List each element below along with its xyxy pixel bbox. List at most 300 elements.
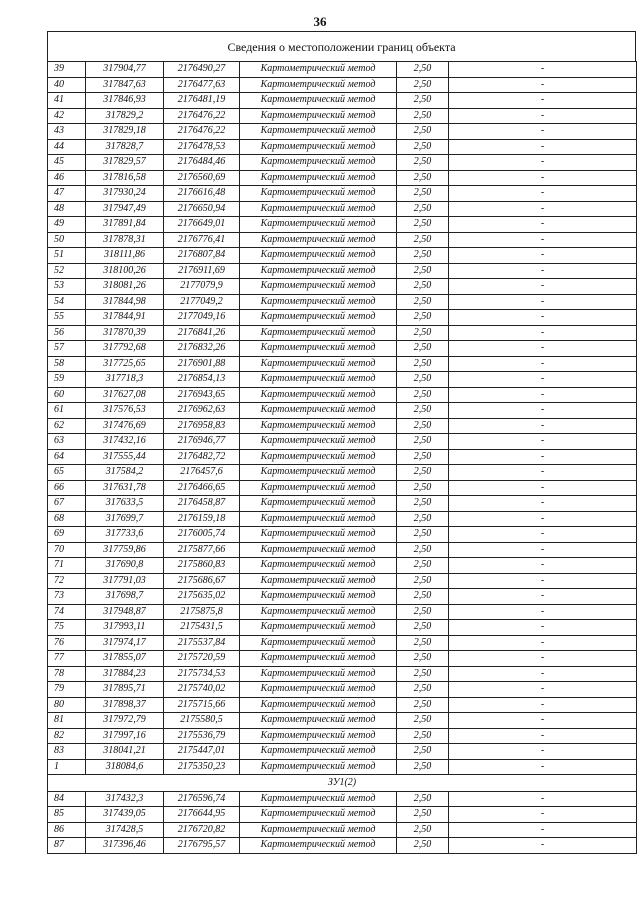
y-coordinate-cell: 2176841,26 — [164, 325, 240, 341]
accuracy-cell: 2,50 — [397, 527, 449, 543]
accuracy-cell: 2,50 — [397, 558, 449, 574]
point-number-cell: 75 — [48, 620, 86, 636]
y-coordinate-cell: 2176911,69 — [164, 263, 240, 279]
point-number-cell: 81 — [48, 713, 86, 729]
method-cell: Картометрический метод — [240, 822, 397, 838]
accuracy-cell: 2,50 — [397, 372, 449, 388]
table-row — [48, 186, 637, 202]
x-coordinate-cell: 317855,07 — [86, 651, 164, 667]
description-cell: - — [449, 728, 637, 744]
x-coordinate-cell: 317828,7 — [86, 139, 164, 155]
description-cell: - — [449, 372, 637, 388]
point-number-cell: 84 — [48, 791, 86, 807]
description-cell: - — [449, 263, 637, 279]
x-coordinate-cell: 317878,31 — [86, 232, 164, 248]
y-coordinate-cell: 2176854,13 — [164, 372, 240, 388]
table-row — [48, 124, 637, 140]
accuracy-cell: 2,50 — [397, 480, 449, 496]
method-cell: Картометрический метод — [240, 480, 397, 496]
y-coordinate-cell: 2177049,2 — [164, 294, 240, 310]
description-cell: - — [449, 186, 637, 202]
description-cell: - — [449, 449, 637, 465]
accuracy-cell: 2,50 — [397, 356, 449, 372]
point-number-cell: 48 — [48, 201, 86, 217]
x-coordinate-cell: 317439,05 — [86, 807, 164, 823]
y-coordinate-cell: 2176458,87 — [164, 496, 240, 512]
point-number-cell: 65 — [48, 465, 86, 481]
accuracy-cell: 2,50 — [397, 666, 449, 682]
x-coordinate-cell: 317718,3 — [86, 372, 164, 388]
point-number-cell: 66 — [48, 480, 86, 496]
description-cell: - — [449, 387, 637, 403]
description-cell: - — [449, 403, 637, 419]
y-coordinate-cell: 2176482,72 — [164, 449, 240, 465]
table-title: Сведения о местоположении границ объекта — [47, 31, 636, 61]
y-coordinate-cell: 2176650,94 — [164, 201, 240, 217]
accuracy-cell: 2,50 — [397, 434, 449, 450]
method-cell: Картометрический метод — [240, 279, 397, 295]
x-coordinate-cell: 317884,23 — [86, 666, 164, 682]
x-coordinate-cell: 317698,7 — [86, 589, 164, 605]
y-coordinate-cell: 2176644,95 — [164, 807, 240, 823]
point-number-cell: 55 — [48, 310, 86, 326]
table-row — [48, 558, 637, 574]
x-coordinate-cell: 317972,79 — [86, 713, 164, 729]
table-row — [48, 449, 637, 465]
x-coordinate-cell: 317733,6 — [86, 527, 164, 543]
table-row — [48, 201, 637, 217]
method-cell: Картометрический метод — [240, 759, 397, 775]
point-number-cell: 85 — [48, 807, 86, 823]
x-coordinate-cell: 317576,53 — [86, 403, 164, 419]
x-coordinate-cell: 317627,08 — [86, 387, 164, 403]
description-cell: - — [449, 527, 637, 543]
description-cell: - — [449, 620, 637, 636]
y-coordinate-cell: 2176807,84 — [164, 248, 240, 264]
y-coordinate-cell: 2176477,63 — [164, 77, 240, 93]
point-number-cell: 63 — [48, 434, 86, 450]
x-coordinate-cell: 317895,71 — [86, 682, 164, 698]
accuracy-cell: 2,50 — [397, 822, 449, 838]
method-cell: Картометрический метод — [240, 170, 397, 186]
accuracy-cell: 2,50 — [397, 217, 449, 233]
table-row — [48, 356, 637, 372]
point-number-cell: 62 — [48, 418, 86, 434]
description-cell: - — [449, 838, 637, 854]
section-row — [48, 775, 637, 792]
y-coordinate-cell: 2176946,77 — [164, 434, 240, 450]
table-row — [48, 279, 637, 295]
x-coordinate-cell: 317993,11 — [86, 620, 164, 636]
description-cell: - — [449, 791, 637, 807]
method-cell: Картометрический метод — [240, 728, 397, 744]
y-coordinate-cell: 2176596,74 — [164, 791, 240, 807]
description-cell: - — [449, 651, 637, 667]
method-cell: Картометрический метод — [240, 434, 397, 450]
description-cell: - — [449, 511, 637, 527]
accuracy-cell: 2,50 — [397, 232, 449, 248]
y-coordinate-cell: 2176490,27 — [164, 62, 240, 78]
method-cell: Картометрический метод — [240, 682, 397, 698]
table-row — [48, 108, 637, 124]
accuracy-cell: 2,50 — [397, 387, 449, 403]
description-cell: - — [449, 682, 637, 698]
description-cell: - — [449, 248, 637, 264]
x-coordinate-cell: 317792,68 — [86, 341, 164, 357]
method-cell: Картометрический метод — [240, 713, 397, 729]
method-cell: Картометрический метод — [240, 372, 397, 388]
point-number-cell: 42 — [48, 108, 86, 124]
x-coordinate-cell: 317759,86 — [86, 542, 164, 558]
table-row — [48, 372, 637, 388]
table-row — [48, 139, 637, 155]
method-cell: Картометрический метод — [240, 558, 397, 574]
x-coordinate-cell: 317846,93 — [86, 93, 164, 109]
method-cell: Картометрический метод — [240, 62, 397, 78]
accuracy-cell: 2,50 — [397, 807, 449, 823]
description-cell: - — [449, 232, 637, 248]
accuracy-cell: 2,50 — [397, 713, 449, 729]
method-cell: Картометрический метод — [240, 217, 397, 233]
description-cell: - — [449, 310, 637, 326]
point-number-cell: 61 — [48, 403, 86, 419]
x-coordinate-cell: 317997,16 — [86, 728, 164, 744]
y-coordinate-cell: 2175720,59 — [164, 651, 240, 667]
y-coordinate-cell: 2176466,65 — [164, 480, 240, 496]
point-number-cell: 74 — [48, 604, 86, 620]
x-coordinate-cell: 317904,77 — [86, 62, 164, 78]
method-cell: Картометрический метод — [240, 186, 397, 202]
description-cell: - — [449, 418, 637, 434]
description-cell: - — [449, 155, 637, 171]
table-row — [48, 744, 637, 760]
accuracy-cell: 2,50 — [397, 294, 449, 310]
method-cell: Картометрический метод — [240, 651, 397, 667]
table-row — [48, 527, 637, 543]
description-cell: - — [449, 93, 637, 109]
y-coordinate-cell: 2175635,02 — [164, 589, 240, 605]
y-coordinate-cell: 2176476,22 — [164, 124, 240, 140]
y-coordinate-cell: 2175537,84 — [164, 635, 240, 651]
point-number-cell: 54 — [48, 294, 86, 310]
table-row — [48, 465, 637, 481]
method-cell: Картометрический метод — [240, 263, 397, 279]
y-coordinate-cell: 2175740,02 — [164, 682, 240, 698]
x-coordinate-cell: 317847,63 — [86, 77, 164, 93]
y-coordinate-cell: 2176560,69 — [164, 170, 240, 186]
accuracy-cell: 2,50 — [397, 496, 449, 512]
point-number-cell: 64 — [48, 449, 86, 465]
point-number-cell: 49 — [48, 217, 86, 233]
coordinates-document — [47, 31, 636, 854]
table-row — [48, 403, 637, 419]
point-number-cell: 39 — [48, 62, 86, 78]
accuracy-cell: 2,50 — [397, 449, 449, 465]
description-cell: - — [449, 62, 637, 78]
x-coordinate-cell: 318111,86 — [86, 248, 164, 264]
point-number-cell: 45 — [48, 155, 86, 171]
point-number-cell: 76 — [48, 635, 86, 651]
table-row — [48, 232, 637, 248]
y-coordinate-cell: 2176481,19 — [164, 93, 240, 109]
table-row — [48, 651, 637, 667]
x-coordinate-cell: 317947,49 — [86, 201, 164, 217]
table-row — [48, 77, 637, 93]
y-coordinate-cell: 2175734,53 — [164, 666, 240, 682]
y-coordinate-cell: 2176476,22 — [164, 108, 240, 124]
point-number-cell: 69 — [48, 527, 86, 543]
method-cell: Картометрический метод — [240, 838, 397, 854]
table-row — [48, 542, 637, 558]
description-cell: - — [449, 294, 637, 310]
method-cell: Картометрический метод — [240, 93, 397, 109]
point-number-cell: 60 — [48, 387, 86, 403]
section-label: ЗУ1(2) — [48, 775, 637, 792]
accuracy-cell: 2,50 — [397, 403, 449, 419]
x-coordinate-cell: 318084,6 — [86, 759, 164, 775]
method-cell: Картометрический метод — [240, 310, 397, 326]
y-coordinate-cell: 2175536,79 — [164, 728, 240, 744]
accuracy-cell: 2,50 — [397, 728, 449, 744]
x-coordinate-cell: 317633,5 — [86, 496, 164, 512]
table-row — [48, 791, 637, 807]
x-coordinate-cell: 317930,24 — [86, 186, 164, 202]
description-cell: - — [449, 356, 637, 372]
table-row — [48, 294, 637, 310]
coordinates-table — [47, 61, 637, 854]
accuracy-cell: 2,50 — [397, 77, 449, 93]
point-number-cell: 87 — [48, 838, 86, 854]
point-number-cell: 71 — [48, 558, 86, 574]
method-cell: Картометрический метод — [240, 139, 397, 155]
x-coordinate-cell: 317829,57 — [86, 155, 164, 171]
point-number-cell: 40 — [48, 77, 86, 93]
description-cell: - — [449, 542, 637, 558]
point-number-cell: 44 — [48, 139, 86, 155]
description-cell: - — [449, 325, 637, 341]
x-coordinate-cell: 317432,16 — [86, 434, 164, 450]
y-coordinate-cell: 2177079,9 — [164, 279, 240, 295]
description-cell: - — [449, 108, 637, 124]
y-coordinate-cell: 2176457,6 — [164, 465, 240, 481]
x-coordinate-cell: 317829,2 — [86, 108, 164, 124]
description-cell: - — [449, 480, 637, 496]
description-cell: - — [449, 465, 637, 481]
accuracy-cell: 2,50 — [397, 325, 449, 341]
table-row — [48, 573, 637, 589]
method-cell: Картометрический метод — [240, 542, 397, 558]
description-cell: - — [449, 807, 637, 823]
description-cell: - — [449, 666, 637, 682]
point-number-cell: 56 — [48, 325, 86, 341]
description-cell: - — [449, 77, 637, 93]
description-cell: - — [449, 139, 637, 155]
accuracy-cell: 2,50 — [397, 573, 449, 589]
method-cell: Картометрический метод — [240, 356, 397, 372]
method-cell: Картометрический метод — [240, 620, 397, 636]
point-number-cell: 80 — [48, 697, 86, 713]
accuracy-cell: 2,50 — [397, 542, 449, 558]
table-row — [48, 682, 637, 698]
method-cell: Картометрический метод — [240, 124, 397, 140]
table-row — [48, 217, 637, 233]
coordinates-table-body — [48, 62, 637, 854]
y-coordinate-cell: 2175350,23 — [164, 759, 240, 775]
x-coordinate-cell: 317428,5 — [86, 822, 164, 838]
method-cell: Картометрический метод — [240, 387, 397, 403]
description-cell: - — [449, 217, 637, 233]
y-coordinate-cell: 2175875,8 — [164, 604, 240, 620]
point-number-cell: 43 — [48, 124, 86, 140]
accuracy-cell: 2,50 — [397, 248, 449, 264]
description-cell: - — [449, 635, 637, 651]
table-row — [48, 93, 637, 109]
accuracy-cell: 2,50 — [397, 186, 449, 202]
table-row — [48, 807, 637, 823]
point-number-cell: 72 — [48, 573, 86, 589]
y-coordinate-cell: 2176943,65 — [164, 387, 240, 403]
x-coordinate-cell: 317829,18 — [86, 124, 164, 140]
description-cell: - — [449, 170, 637, 186]
point-number-cell: 1 — [48, 759, 86, 775]
y-coordinate-cell: 2176478,53 — [164, 139, 240, 155]
method-cell: Картометрический метод — [240, 341, 397, 357]
point-number-cell: 41 — [48, 93, 86, 109]
point-number-cell: 58 — [48, 356, 86, 372]
x-coordinate-cell: 317891,84 — [86, 217, 164, 233]
point-number-cell: 51 — [48, 248, 86, 264]
accuracy-cell: 2,50 — [397, 108, 449, 124]
method-cell: Картометрический метод — [240, 77, 397, 93]
description-cell: - — [449, 558, 637, 574]
page-number: 36 — [313, 14, 327, 29]
method-cell: Картометрический метод — [240, 666, 397, 682]
description-cell: - — [449, 434, 637, 450]
point-number-cell: 46 — [48, 170, 86, 186]
description-cell: - — [449, 744, 637, 760]
table-row — [48, 418, 637, 434]
accuracy-cell: 2,50 — [397, 201, 449, 217]
accuracy-cell: 2,50 — [397, 838, 449, 854]
description-cell: - — [449, 201, 637, 217]
table-row — [48, 341, 637, 357]
description-cell: - — [449, 573, 637, 589]
y-coordinate-cell: 2176901,88 — [164, 356, 240, 372]
x-coordinate-cell: 317725,65 — [86, 356, 164, 372]
point-number-cell: 73 — [48, 589, 86, 605]
method-cell: Картометрический метод — [240, 418, 397, 434]
description-cell: - — [449, 697, 637, 713]
table-row — [48, 434, 637, 450]
y-coordinate-cell: 2176159,18 — [164, 511, 240, 527]
description-cell: - — [449, 759, 637, 775]
accuracy-cell: 2,50 — [397, 93, 449, 109]
method-cell: Картометрический метод — [240, 232, 397, 248]
table-row — [48, 666, 637, 682]
y-coordinate-cell: 2176005,74 — [164, 527, 240, 543]
accuracy-cell: 2,50 — [397, 279, 449, 295]
method-cell: Картометрический метод — [240, 744, 397, 760]
table-row — [48, 759, 637, 775]
description-cell: - — [449, 279, 637, 295]
method-cell: Картометрический метод — [240, 527, 397, 543]
point-number-cell: 83 — [48, 744, 86, 760]
point-number-cell: 52 — [48, 263, 86, 279]
accuracy-cell: 2,50 — [397, 697, 449, 713]
method-cell: Картометрический метод — [240, 697, 397, 713]
table-row — [48, 697, 637, 713]
y-coordinate-cell: 2175860,83 — [164, 558, 240, 574]
table-row — [48, 620, 637, 636]
point-number-cell: 50 — [48, 232, 86, 248]
point-number-cell: 47 — [48, 186, 86, 202]
y-coordinate-cell: 2176795,57 — [164, 838, 240, 854]
accuracy-cell: 2,50 — [397, 155, 449, 171]
x-coordinate-cell: 317476,69 — [86, 418, 164, 434]
description-cell: - — [449, 822, 637, 838]
method-cell: Картометрический метод — [240, 108, 397, 124]
accuracy-cell: 2,50 — [397, 651, 449, 667]
table-row — [48, 480, 637, 496]
y-coordinate-cell: 2176776,41 — [164, 232, 240, 248]
x-coordinate-cell: 317555,44 — [86, 449, 164, 465]
x-coordinate-cell: 317396,46 — [86, 838, 164, 854]
point-number-cell: 86 — [48, 822, 86, 838]
method-cell: Картометрический метод — [240, 294, 397, 310]
description-cell: - — [449, 341, 637, 357]
table-row — [48, 589, 637, 605]
table-row — [48, 728, 637, 744]
accuracy-cell: 2,50 — [397, 511, 449, 527]
method-cell: Картометрический метод — [240, 604, 397, 620]
point-number-cell: 70 — [48, 542, 86, 558]
accuracy-cell: 2,50 — [397, 620, 449, 636]
point-number-cell: 59 — [48, 372, 86, 388]
x-coordinate-cell: 317844,91 — [86, 310, 164, 326]
table-row — [48, 511, 637, 527]
table-row — [48, 713, 637, 729]
y-coordinate-cell: 2175877,66 — [164, 542, 240, 558]
x-coordinate-cell: 318081,26 — [86, 279, 164, 295]
x-coordinate-cell: 317791,03 — [86, 573, 164, 589]
point-number-cell: 77 — [48, 651, 86, 667]
y-coordinate-cell: 2176616,48 — [164, 186, 240, 202]
table-row — [48, 263, 637, 279]
description-cell: - — [449, 604, 637, 620]
description-cell: - — [449, 124, 637, 140]
x-coordinate-cell: 317690,8 — [86, 558, 164, 574]
x-coordinate-cell: 317948,87 — [86, 604, 164, 620]
x-coordinate-cell: 317631,78 — [86, 480, 164, 496]
accuracy-cell: 2,50 — [397, 124, 449, 140]
method-cell: Картометрический метод — [240, 449, 397, 465]
table-row — [48, 838, 637, 854]
accuracy-cell: 2,50 — [397, 682, 449, 698]
point-number-cell: 79 — [48, 682, 86, 698]
accuracy-cell: 2,50 — [397, 635, 449, 651]
table-row — [48, 387, 637, 403]
table-row — [48, 62, 637, 78]
accuracy-cell: 2,50 — [397, 418, 449, 434]
table-row — [48, 325, 637, 341]
method-cell: Картометрический метод — [240, 155, 397, 171]
accuracy-cell: 2,50 — [397, 310, 449, 326]
table-row — [48, 170, 637, 186]
point-number-cell: 82 — [48, 728, 86, 744]
method-cell: Картометрический метод — [240, 403, 397, 419]
y-coordinate-cell: 2175447,01 — [164, 744, 240, 760]
accuracy-cell: 2,50 — [397, 465, 449, 481]
